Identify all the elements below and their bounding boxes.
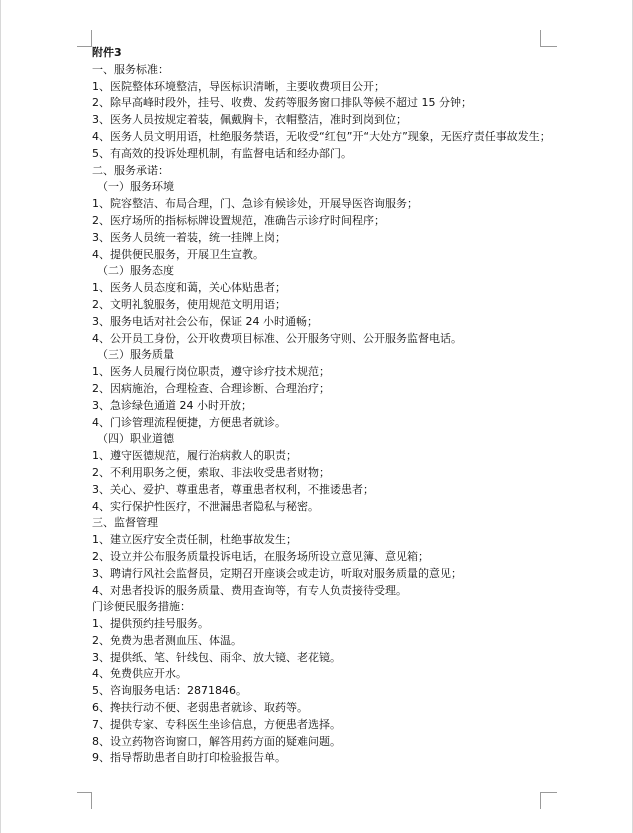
list-item: 4、实行保护性医疗，不泄漏患者隐私与秘密。: [92, 499, 319, 513]
list-item: 1、遵守医德规范，履行治病救人的职责；: [92, 449, 297, 463]
list-item: 2、文明礼貌服务，使用规范文明用语；: [92, 297, 286, 311]
list-item: 2、设立并公布服务质量投诉电话，在服务场所设立意见簿、意见箱；: [92, 549, 429, 563]
list-item: 2、除早高峰时段外，挂号、收费、发药等服务窗口排队等候不超过 15 分钟；: [92, 96, 472, 110]
section-heading: 一、服务标准：: [92, 62, 169, 76]
list-item: 4、对患者投诉的服务质量、费用查询等，有专人负责接待受理。: [92, 583, 407, 597]
list-item: 2、医疗场所的指标标牌设置规范，准确告示诊疗时间程序；: [92, 213, 385, 227]
list-item: 2、不利用职务之便，索取、非法收受患者财物；: [92, 465, 330, 479]
list-item: 3、医务人员按规定着装，佩戴胸卡，衣帽整洁，准时到岗到位；: [92, 113, 407, 127]
list-item: 4、医务人员文明用语，杜绝服务禁语，无收受“红包”开“大处方”现象，无医疗责任事故发生；: [92, 129, 551, 143]
subsection-heading: （一）服务环境: [97, 180, 174, 194]
list-item: 3、提供纸、笔、针线包、雨伞、放大镜、老花镜。: [92, 650, 341, 664]
crop-mark-bottom-right: [540, 792, 557, 809]
subsection-heading: （四）职业道德: [97, 432, 174, 446]
list-item: 4、公开员工身份，公开收费项目标准、公开服务守则、公开服务监督电话。: [92, 331, 462, 345]
list-item: 3、急诊绿色通道 24 小时开放；: [92, 398, 252, 412]
list-item: 5、有高效的投诉处理机制，有监督电话和经办部门。: [92, 146, 352, 160]
list-item: 3、聘请行风社会监督员，定期召开座谈会或走访，听取对服务质量的意见；: [92, 566, 462, 580]
list-item: 1、医院整体环境整洁，导医标识清晰，主要收费项目公开；: [92, 79, 385, 93]
list-item: 6、搀扶行动不便、老弱患者就诊、取药等。: [92, 701, 308, 715]
section-heading: 二、服务承诺：: [92, 163, 169, 177]
list-item: 5、咨询服务电话：2871846。: [92, 684, 247, 698]
list-item: 1、医务人员履行岗位职责，遵守诊疗技术规范；: [92, 365, 330, 379]
list-item: 4、门诊管理流程便捷，方便患者就诊。: [92, 415, 286, 429]
list-item: 8、设立药物咨询窗口，解答用药方面的疑难问题。: [92, 734, 341, 748]
list-item: 1、医务人员态度和蔼，关心体贴患者；: [92, 281, 286, 295]
list-item: 4、提供便民服务，开展卫生宣教。: [92, 247, 264, 261]
list-item: 3、服务电话对社会公布，保证 24 小时通畅；: [92, 314, 318, 328]
list-item: 1、提供预约挂号服务。: [92, 617, 209, 631]
subsection-heading: （三）服务质量: [97, 348, 174, 362]
section-heading: 三、监督管理: [92, 516, 158, 530]
list-item: 2、因病施治，合理检查、合理诊断、合理治疗；: [92, 381, 330, 395]
document-body[interactable]: [92, 45, 552, 767]
list-item: 3、医务人员统一着装，统一挂牌上岗；: [92, 230, 286, 244]
attachment-label: 附件3: [92, 46, 122, 59]
crop-mark-top-left: [77, 30, 92, 47]
section-heading: 门诊便民服务措施：: [92, 600, 191, 614]
list-item: 4、免费供应开水。: [92, 667, 187, 681]
list-item: 1、建立医疗安全责任制，杜绝事故发生；: [92, 533, 297, 547]
list-item: 2、免费为患者测血压、体温。: [92, 633, 242, 647]
list-item: 3、关心、爱护、尊重患者，尊重患者权利，不推诿患者；: [92, 482, 374, 496]
list-item: 7、提供专家、专科医生坐诊信息，方便患者选择。: [92, 717, 341, 731]
subsection-heading: （二）服务态度: [97, 264, 174, 278]
crop-mark-bottom-left: [77, 792, 92, 809]
list-item: 9、指导帮助患者自助打印检验报告单。: [92, 751, 286, 765]
list-item: 1、院容整洁、布局合理，门、急诊有候诊处，开展导医咨询服务；: [92, 197, 418, 211]
